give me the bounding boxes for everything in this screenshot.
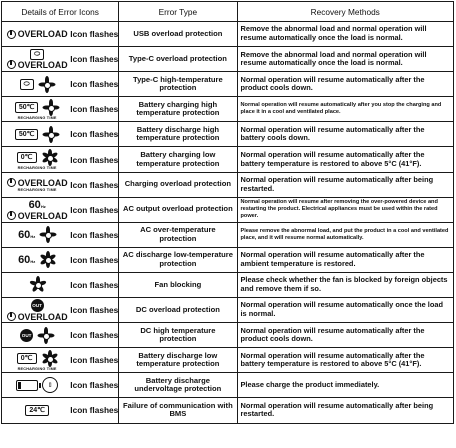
icon-flashes-label: Icon flashes <box>70 179 119 190</box>
error-type: Charging overload protection <box>119 172 237 197</box>
overload-text: OVERLOAD <box>17 59 68 70</box>
dc-out-icon: OUT <box>20 329 33 342</box>
high-temp-sun-icon <box>39 226 56 243</box>
table-row <box>2 323 454 348</box>
table-row <box>2 247 454 272</box>
error-type: Type-C high-temperature protection <box>119 72 237 97</box>
table-row <box>2 47 454 72</box>
power-icon <box>7 30 16 39</box>
power-icon <box>7 312 16 321</box>
power-icon <box>7 211 16 220</box>
table-row <box>2 172 454 197</box>
power-icon <box>7 60 16 69</box>
recovery-method: Please check whether the fan is blocked by foreign objects and remove them if so. <box>237 272 454 297</box>
table-header-row <box>2 2 454 22</box>
recovery-method: Remove the abnormal load and normal operation will resume automatically once the load is normal. <box>237 47 454 72</box>
error-type: AC over-temperature protection <box>119 222 237 247</box>
recharging-time-text: RECHARGING TIME <box>17 166 57 171</box>
recovery-method: Normal operation will resume automatically after being restarted. <box>237 398 454 423</box>
icon-flashes-label: Icon flashes <box>70 279 119 290</box>
icon-flashes-label: Icon flashes <box>70 29 119 40</box>
icon-flashes-label: Icon flashes <box>70 154 119 165</box>
icon-flashes-label: Icon flashes <box>70 355 119 366</box>
ac-60hz-icon: 60Hz <box>28 198 46 211</box>
error-type: DC high temperature protection <box>119 323 237 348</box>
table-row <box>2 97 454 122</box>
type-c-port-icon: ⬭ <box>20 79 34 90</box>
table-row <box>2 272 454 297</box>
error-icons-table <box>1 1 454 424</box>
icon-flashes-label: Icon flashes <box>70 405 119 416</box>
recovery-method: Please remove the abnormal load, and put the product in a cool and ventilated place, and it will resume normal automatically. <box>237 222 454 247</box>
error-type: Fan blocking <box>119 272 237 297</box>
icon-flashes-label: Icon flashes <box>70 54 119 65</box>
power-icon <box>7 178 16 187</box>
temperature-0-icon: 0℃ <box>17 353 37 364</box>
error-type: AC discharge low-temperature protection <box>119 247 237 272</box>
icon-flashes-label: Icon flashes <box>70 254 119 265</box>
error-type: Battery discharge high temperature protection <box>119 122 237 147</box>
recovery-method: Normal operation will resume automatically after the product cools down. <box>237 323 454 348</box>
table-row <box>2 22 454 47</box>
overload-icon <box>7 178 68 188</box>
table-row <box>2 197 454 222</box>
temperature-50-icon: 50℃ <box>15 129 39 140</box>
recharging-time-text: RECHARGING TIME <box>17 187 57 192</box>
temperature-50-icon: 50℃ <box>15 102 39 113</box>
recovery-method: Normal operation will resume automatically after the battery cools down. <box>237 122 454 147</box>
error-type: Battery discharge low temperature protection <box>119 348 237 373</box>
icon-flashes-label: Icon flashes <box>70 330 119 341</box>
battery-cell-icon: ▯ <box>42 377 58 393</box>
header-icon-details: Details of Error Icons <box>2 2 119 22</box>
recovery-method: Normal operation will resume automatically after being restarted. <box>237 172 454 197</box>
low-temp-snowflake-icon <box>41 149 58 166</box>
recharging-time-text: RECHARGING TIME <box>17 366 57 371</box>
overload-icon <box>7 60 68 70</box>
error-type: Battery charging high temperature protection <box>119 97 237 122</box>
recovery-method: Normal operation will resume after removing the over-powered device and restarting the product. Electrical appliances must be used within the rated power. <box>237 197 454 222</box>
recovery-method: Normal operation will resume automatically after you stop the charging and place it in a cool and ventilated place. <box>237 97 454 122</box>
icon-flashes-label: Icon flashes <box>70 204 119 215</box>
ac-60hz-icon: 60Hz <box>18 253 36 266</box>
error-type: Failure of communication with BMS <box>119 398 237 423</box>
table-row <box>2 298 454 323</box>
dc-out-icon: OUT <box>31 299 44 312</box>
error-type: DC overload protection <box>119 298 237 323</box>
error-type: Battery discharge undervoltage protection <box>119 373 237 398</box>
overload-text: OVERLOAD <box>17 210 68 221</box>
recovery-method: Normal operation will resume automatically after the battery temperature is restored to above 5°C (41°F). <box>237 348 454 373</box>
table-row <box>2 122 454 147</box>
icon-flashes-label: Icon flashes <box>70 129 119 140</box>
table-row <box>2 398 454 423</box>
error-type: Battery charging low temperature protection <box>119 147 237 172</box>
error-type: Type-C overload protection <box>119 47 237 72</box>
ac-60hz-icon: 60Hz <box>18 228 36 241</box>
overload-text: OVERLOAD <box>17 311 68 322</box>
high-temp-sun-icon <box>42 126 59 143</box>
table-row <box>2 348 454 373</box>
temperature-24-icon: 24℃ <box>25 405 49 416</box>
icon-flashes-label: Icon flashes <box>70 305 119 316</box>
overload-icon <box>7 211 68 221</box>
recharging-time-text: RECHARGING TIME <box>17 115 57 120</box>
recovery-method: Normal operation will resume automatically after the product cools down. <box>237 72 454 97</box>
recovery-method: Normal operation will resume automatically after the battery temperature is restored to above 5°C (41°F). <box>237 147 454 172</box>
error-type: AC output overload protection <box>119 197 237 222</box>
overload-text: OVERLOAD <box>17 29 68 40</box>
header-recovery-methods: Recovery Methods <box>237 2 454 22</box>
high-temp-sun-icon <box>38 76 55 93</box>
battery-low-icon <box>16 380 38 391</box>
recovery-method: Remove the abnormal load and normal operation will resume automatically once the load is normal. <box>237 22 454 47</box>
high-temp-sun-icon <box>42 99 59 116</box>
table-row <box>2 222 454 247</box>
fan-icon <box>29 276 46 293</box>
recovery-method: Normal operation will resume automatically once the load is normal. <box>237 298 454 323</box>
icon-flashes-label: Icon flashes <box>70 104 119 115</box>
icon-flashes-label: Icon flashes <box>70 229 119 240</box>
icon-flashes-label: Icon flashes <box>70 79 119 90</box>
overload-icon <box>7 29 68 39</box>
table-row <box>2 147 454 172</box>
low-temp-snowflake-icon <box>39 251 56 268</box>
recovery-method: Please charge the product immediately. <box>237 373 454 398</box>
table-row <box>2 72 454 97</box>
temperature-0-icon: 0℃ <box>17 152 37 163</box>
table-row <box>2 373 454 398</box>
high-temp-sun-icon <box>37 327 54 344</box>
error-type: USB overload protection <box>119 22 237 47</box>
low-temp-snowflake-icon <box>41 350 58 367</box>
icon-flashes-label: Icon flashes <box>70 380 119 391</box>
header-error-type: Error Type <box>119 2 237 22</box>
overload-text: OVERLOAD <box>17 177 68 188</box>
recovery-method: Normal operation will resume automatically after the ambient temperature is restored. <box>237 247 454 272</box>
overload-icon <box>7 312 68 322</box>
type-c-port-icon: ⬭ <box>30 49 44 60</box>
